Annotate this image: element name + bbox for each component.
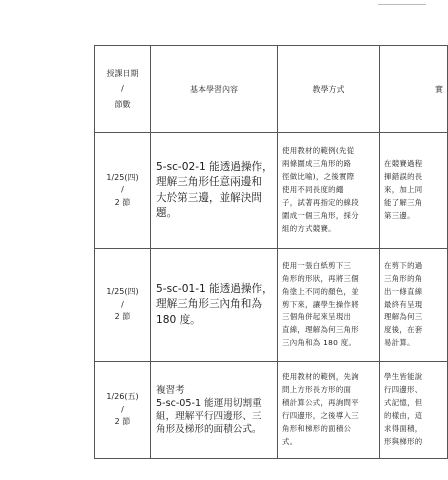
content-line: 180 度。 — [156, 313, 201, 326]
lesson-plan-table — [94, 45, 448, 459]
next-line: 形與梯形的 — [384, 436, 423, 446]
header-content-cell: 基本學習內容 — [151, 46, 278, 133]
next-line: 第三邊。 — [384, 210, 415, 220]
content-line: 題。 — [156, 206, 178, 219]
date-slash: / — [121, 185, 124, 195]
content-cell — [151, 133, 278, 249]
content-line: 5-sc-05-1 能運用切割重 — [156, 397, 262, 409]
header-periods-label: 節數 — [114, 99, 131, 109]
method-line: 組的方式競賽。 — [282, 223, 336, 233]
next-line: 行四邊形、 — [384, 385, 423, 395]
next-line: 出一條直線 — [384, 286, 423, 296]
method-line: 積計算公式，再詢問平 — [282, 398, 359, 408]
content-line: 理解三角形任意兩邊和 — [156, 176, 262, 189]
content-line: 角形及梯形的面積公式。 — [156, 424, 262, 436]
content-cell — [151, 249, 278, 362]
method-line: 三內角和為 180 度。 — [282, 338, 357, 348]
method-line: 角形和梯形的面積公 — [282, 423, 352, 433]
next-line: 學生皆能說 — [384, 372, 423, 382]
method-line: 角形的形狀，再將三個 — [282, 273, 359, 283]
method-line: 圍成一個三角形，採分 — [282, 210, 359, 220]
method-line: 徑做比喻)，之後實際 — [282, 172, 355, 182]
next-line: 理解為何三 — [384, 312, 423, 322]
method-line: 使用一張白紙剪下三 — [282, 260, 352, 270]
periods-text: 2 節 — [114, 417, 131, 427]
method-line: 角塗上不同的顏色，並 — [282, 286, 359, 296]
date-text: 1/26(五) — [106, 392, 139, 402]
method-cell — [278, 362, 380, 459]
method-line: 式。 — [282, 436, 298, 446]
content-line: 理解三角形三內角和為 — [156, 298, 262, 311]
periods-text: 2 節 — [114, 197, 131, 207]
periods-text: 2 節 — [114, 312, 131, 322]
table-row — [95, 133, 448, 249]
content-line: 複習考 — [156, 384, 185, 396]
method-line: 行四邊形，之後導入三 — [282, 411, 359, 420]
date-slash: / — [121, 404, 124, 414]
method-line: 子，試著再指定的線段 — [282, 197, 359, 207]
table-header-row — [95, 46, 448, 133]
method-line: 兩條圍成三角形的路 — [282, 159, 352, 169]
method-line: 問上方形長方形的面 — [282, 385, 352, 395]
header-method-cell: 教學方式 — [278, 46, 380, 133]
date-text: 1/25(四) — [106, 172, 139, 182]
method-line: 使用不同長度的繩 — [282, 185, 344, 195]
method-line: 直線，理解為何三角形 — [282, 325, 359, 335]
method-cell — [278, 133, 380, 249]
method-line: 使用教材的範例，先詢 — [282, 372, 359, 382]
next-cell — [380, 362, 448, 459]
next-line: 的樣由，這 — [384, 411, 423, 420]
content-cell — [151, 362, 278, 459]
next-cell — [380, 133, 448, 249]
method-cell — [278, 249, 380, 362]
next-line: 式記憶，但 — [384, 398, 423, 408]
next-line: 來，加上同 — [384, 185, 423, 195]
header-date-slash: / — [121, 84, 124, 94]
header-date-label: 授課日期 — [106, 69, 139, 79]
date-cell — [95, 249, 151, 362]
table-row — [95, 362, 448, 459]
date-cell — [95, 362, 151, 459]
header-date-cell — [95, 46, 151, 133]
date-cell — [95, 133, 151, 249]
method-line: 使用教材的範例(先從 — [282, 146, 355, 156]
top-rule — [378, 4, 426, 5]
next-cell — [380, 249, 448, 362]
next-line: 易計算。 — [384, 338, 415, 348]
method-line: 剪下來，讓學生操作將 — [282, 299, 359, 309]
content-line: 大於第三邊，並解決問 — [156, 191, 262, 204]
content-line: 組，理解平行四邊形、三 — [156, 411, 262, 422]
next-line: 在競賽過程 — [384, 159, 423, 169]
next-line: 度後，在套 — [384, 325, 423, 335]
next-line: 在剪下的過 — [384, 260, 423, 270]
method-line: 三個角併起來呈現出 — [282, 312, 352, 322]
next-line: 能了解三角 — [384, 197, 423, 207]
next-line: 揮錯誤的長 — [384, 172, 423, 182]
next-line: 三角形的角 — [384, 273, 423, 283]
next-line: 求得面積， — [384, 423, 423, 433]
header-next-cell: 實 — [380, 46, 448, 133]
date-text: 1/25(四) — [106, 287, 139, 297]
next-line: 最終有呈現 — [384, 299, 423, 309]
content-line: 5-sc-01-1 能透過操作， — [156, 283, 273, 296]
table-row — [95, 249, 448, 362]
content-line: 5-sc-02-1 能透過操作， — [156, 161, 273, 174]
date-slash: / — [121, 299, 124, 309]
